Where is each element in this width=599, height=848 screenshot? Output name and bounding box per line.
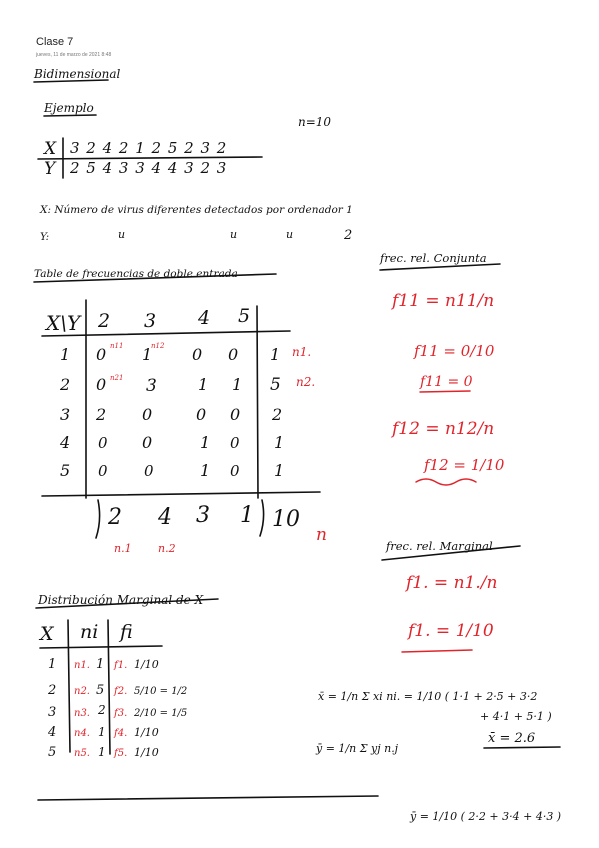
freq-grand-total: 10 [272, 507, 300, 532]
freq-row-total: 2 [272, 405, 283, 424]
marginal-x-value: 3 [48, 705, 57, 720]
marginal-n-value: 1 [98, 745, 106, 759]
marginal-x-table [36, 593, 218, 760]
freq-x-header: 3 [60, 405, 71, 424]
y-description: Y: [40, 231, 50, 243]
conjunta-line: f12 = n12/n [392, 419, 495, 439]
data-table [38, 138, 262, 179]
freq-col-total: 3 [196, 503, 210, 528]
freq-col-total: 1 [240, 503, 254, 528]
freq-y-header: 2 [98, 310, 111, 332]
marginal-header: X [40, 623, 54, 645]
freq-cell: 0 [192, 345, 203, 364]
freq-row-total: 1 [274, 461, 285, 480]
freq-col-total: 4 [158, 505, 172, 530]
xbar-result: x̄ = 2.6 [488, 731, 536, 746]
marginal-f-label: f3. [114, 708, 128, 719]
freq-x-header: 5 [60, 461, 71, 480]
data-y-label: Y [44, 159, 56, 179]
heading-bidimensional: Bidimensional [34, 67, 121, 81]
marginal-line: f1. = n1./n [406, 573, 498, 593]
marginal-line: f1. = 1/10 [408, 621, 494, 641]
freq-cell: 0 [230, 434, 240, 452]
ybar-definition: ȳ = 1/n Σ yj n.j [316, 742, 399, 755]
row-label-n1: n1. [292, 345, 312, 359]
freq-y-header: 3 [144, 310, 157, 332]
freq-cell: 0 [230, 405, 241, 424]
marginal-title: frec. rel. Marginal [386, 539, 493, 553]
freq-cell: 0 [98, 462, 108, 480]
freq-y-header: 4 [198, 307, 211, 329]
marginal-f-label: f2. [114, 686, 128, 697]
cell-label-n21: n21 [110, 374, 124, 382]
freq-corner: X\Y [46, 311, 81, 335]
freq-table [42, 300, 327, 555]
conjunta-line: f11 = 0 [420, 374, 473, 390]
data-x-values: 3 2 4 2 1 2 5 2 3 2 [70, 139, 228, 157]
freq-cell: 1 [200, 433, 211, 452]
marginal-f-value: 1/10 [134, 726, 159, 739]
freq-x-header: 2 [60, 375, 71, 394]
freq-cell: 1 [142, 345, 153, 364]
page-timestamp: jueves, 11 de marzo de 2021 8:48 [36, 52, 112, 58]
conjunta-line: f12 = 1/10 [424, 456, 505, 474]
marginal-x-value: 2 [48, 683, 57, 698]
cell-label-n12: n12 [151, 342, 165, 350]
marginal-x-value: 1 [48, 657, 57, 672]
marginal-n-value: 1 [98, 725, 106, 739]
page-title: Clase 7 [36, 36, 74, 48]
marginal-header: ni [80, 621, 99, 643]
freq-col-total: 2 [108, 505, 122, 530]
freq-row-total: 1 [274, 433, 285, 452]
freq-rel-marginal [382, 539, 520, 652]
conjunta-title: frec. rel. Conjunta [380, 251, 487, 265]
freq-cell: 1 [198, 375, 209, 394]
freq-cell: 0 [196, 405, 207, 424]
data-x-label: X [44, 139, 57, 159]
marginal-x-title: Distribución Marginal de X [38, 593, 204, 607]
marginal-f-value: 2/10 = 1/5 [134, 708, 188, 719]
row-label-n2: n2. [296, 375, 316, 389]
marginal-n-label: n1. [74, 660, 90, 671]
freq-cell: 0 [228, 345, 239, 364]
mean-formulas [315, 690, 561, 823]
marginal-n-value: 1 [96, 657, 105, 672]
marginal-f-label: f4. [114, 728, 128, 739]
data-y-values: 2 5 4 3 3 4 4 3 2 3 [70, 159, 228, 177]
freq-grand-label: n [316, 525, 327, 545]
freq-x-header: 1 [60, 345, 71, 364]
marginal-header: fi [120, 621, 133, 643]
freq-cell: 0 [96, 345, 107, 364]
freq-row-total: 5 [270, 375, 281, 395]
xbar-definition: x̄ = 1/n Σ xi ni. = 1/10 ( 1·1 + 2·5 + 3·2 [318, 690, 538, 703]
ditto-1: u [118, 228, 126, 241]
ditto-2: u [230, 228, 238, 241]
freq-cell: 1 [200, 461, 211, 480]
xbar-definition-cont: + 4·1 + 5·1 ) [480, 710, 552, 723]
marginal-n-label: n5. [74, 748, 90, 759]
freq-cell: 3 [146, 376, 157, 396]
freq-cell: 0 [96, 375, 107, 394]
ditto-3: u [286, 228, 294, 241]
marginal-n-value: 5 [96, 683, 105, 698]
freq-cell: 0 [142, 433, 153, 452]
marginal-n-label: n4. [74, 728, 90, 739]
heading-example: Ejemplo [44, 101, 94, 115]
freq-cell: 1 [232, 375, 243, 394]
col-label-n1: n.1 [114, 542, 132, 555]
y-description-end: 2 [344, 228, 353, 243]
n-equals: n=10 [298, 115, 332, 129]
conjunta-line: f11 = 0/10 [414, 342, 495, 360]
marginal-x-value: 5 [48, 745, 57, 760]
freq-y-header: 5 [238, 305, 251, 327]
marginal-n-label: n3. [74, 708, 90, 719]
freq-cell: 0 [98, 434, 108, 452]
marginal-f-value: 1/10 [134, 658, 159, 671]
conjunta-line: f11 = n11/n [392, 291, 495, 311]
cell-label-n11: n11 [110, 342, 124, 350]
bottom-divider [38, 796, 378, 800]
marginal-n-value: 2 [98, 703, 106, 717]
freq-cell: 0 [230, 462, 240, 480]
freq-rel-conjunta [379, 251, 505, 485]
marginal-x-value: 4 [48, 725, 57, 740]
col-label-n2: n.2 [158, 542, 176, 555]
freq-x-header: 4 [60, 433, 71, 452]
freq-row-total: 1 [270, 345, 281, 364]
ybar-calculation: ȳ = 1/10 ( 2·2 + 3·4 + 4·3 ) [410, 810, 562, 823]
freq-table-title: Table de frecuencias de doble entrada [34, 268, 238, 280]
freq-cell: 0 [142, 405, 153, 424]
marginal-f-label: f5. [114, 748, 128, 759]
marginal-f-value: 5/10 = 1/2 [134, 686, 188, 697]
freq-cell: 2 [96, 405, 107, 424]
marginal-f-value: 1/10 [134, 746, 159, 759]
freq-cell: 0 [144, 462, 154, 480]
x-description: X: Número de virus diferentes detectados por ordenador 1 [40, 204, 353, 216]
marginal-n-label: n2. [74, 686, 90, 697]
marginal-f-label: f1. [114, 660, 128, 671]
